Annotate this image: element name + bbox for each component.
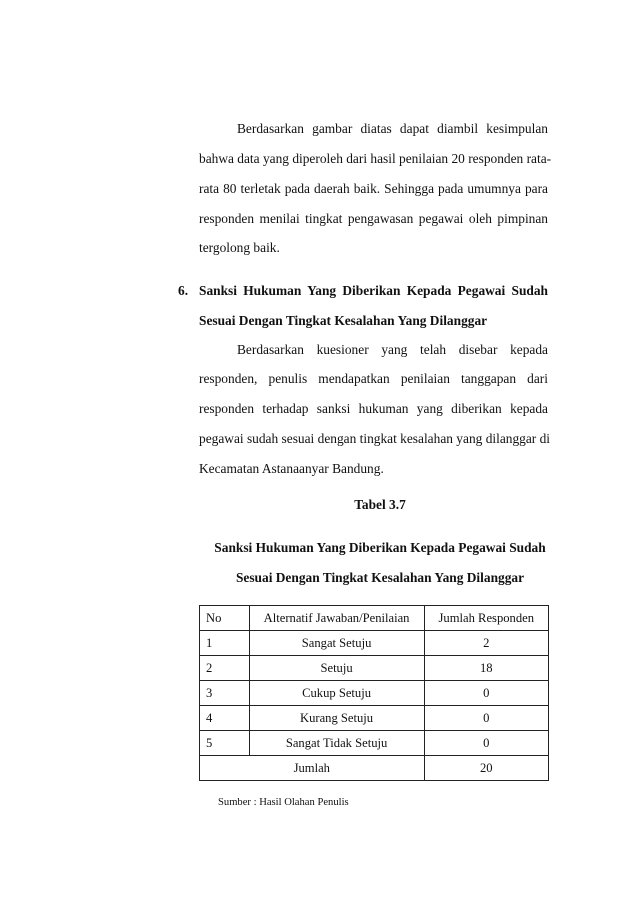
cell-no: 2 [200,656,250,681]
text-line: tergolong baik. [199,240,280,255]
cell-alternatif: Sangat Tidak Setuju [249,731,424,756]
text-line: Berdasarkan gambar diatas dapat diambil kesimpulan [237,121,548,136]
cell-no: 5 [200,731,250,756]
text-line: pegawai sudah sesuai dengan tingkat kesalahan yang dilanggar di [199,431,551,446]
text-line: bahwa data yang diperoleh dari hasil penilaian 20 responden rata- [199,151,552,166]
text-line: Kecamatan Astanaanyar Bandung. [199,461,384,476]
table-header-row [200,606,549,631]
section-title-line-1: Sanksi Hukuman Yang Diberikan Kepada Pegawai Sudah [199,283,548,298]
cell-alternatif: Sangat Setuju [249,631,424,656]
table-label: Tabel 3.7 [354,497,406,512]
text-line: responden, penulis mendapatkan penilaian tanggapan dari [199,371,548,386]
table-row [200,706,549,731]
cell-alternatif: Kurang Setuju [249,706,424,731]
table-total-row [200,756,549,781]
table-row [200,656,549,681]
text-line: responden menilai tingkat pengawasan pegawai oleh pimpinan [199,211,548,226]
header-alternatif: Alternatif Jawaban/Penilaian [249,606,424,631]
section-number: 6. [178,283,189,298]
cell-jumlah: 18 [424,656,548,681]
text-line: Berdasarkan kuesioner yang telah disebar kepada [237,342,548,357]
table-title-line-2: Sesuai Dengan Tingkat Kesalahan Yang Dilanggar [235,570,525,585]
total-value: 20 [424,756,548,781]
header-no: No [200,606,250,631]
table-source-note: Sumber : Hasil Olahan Penulis [218,797,349,808]
cell-alternatif: Cukup Setuju [249,681,424,706]
cell-jumlah: 2 [424,631,548,656]
section-title-line-2: Sesuai Dengan Tingkat Kesalahan Yang Dilanggar [199,313,488,328]
table-row [200,731,549,756]
text-line: rata 80 terletak pada daerah baik. Sehingga pada umumnya para [199,181,548,196]
table-title-line-1: Sanksi Hukuman Yang Diberikan Kepada Pegawai Sudah [214,540,546,555]
cell-no: 3 [200,681,250,706]
table-row [200,681,549,706]
cell-jumlah: 0 [424,681,548,706]
table-row [200,631,549,656]
data-table [199,605,549,781]
cell-jumlah: 0 [424,706,548,731]
total-label: Jumlah [200,756,425,781]
cell-no: 1 [200,631,250,656]
cell-jumlah: 0 [424,731,548,756]
cell-alternatif: Setuju [249,656,424,681]
text-line: responden terhadap sanksi hukuman yang diberikan kepada [199,401,548,416]
cell-no: 4 [200,706,250,731]
header-jumlah-responden: Jumlah Responden [424,606,548,631]
